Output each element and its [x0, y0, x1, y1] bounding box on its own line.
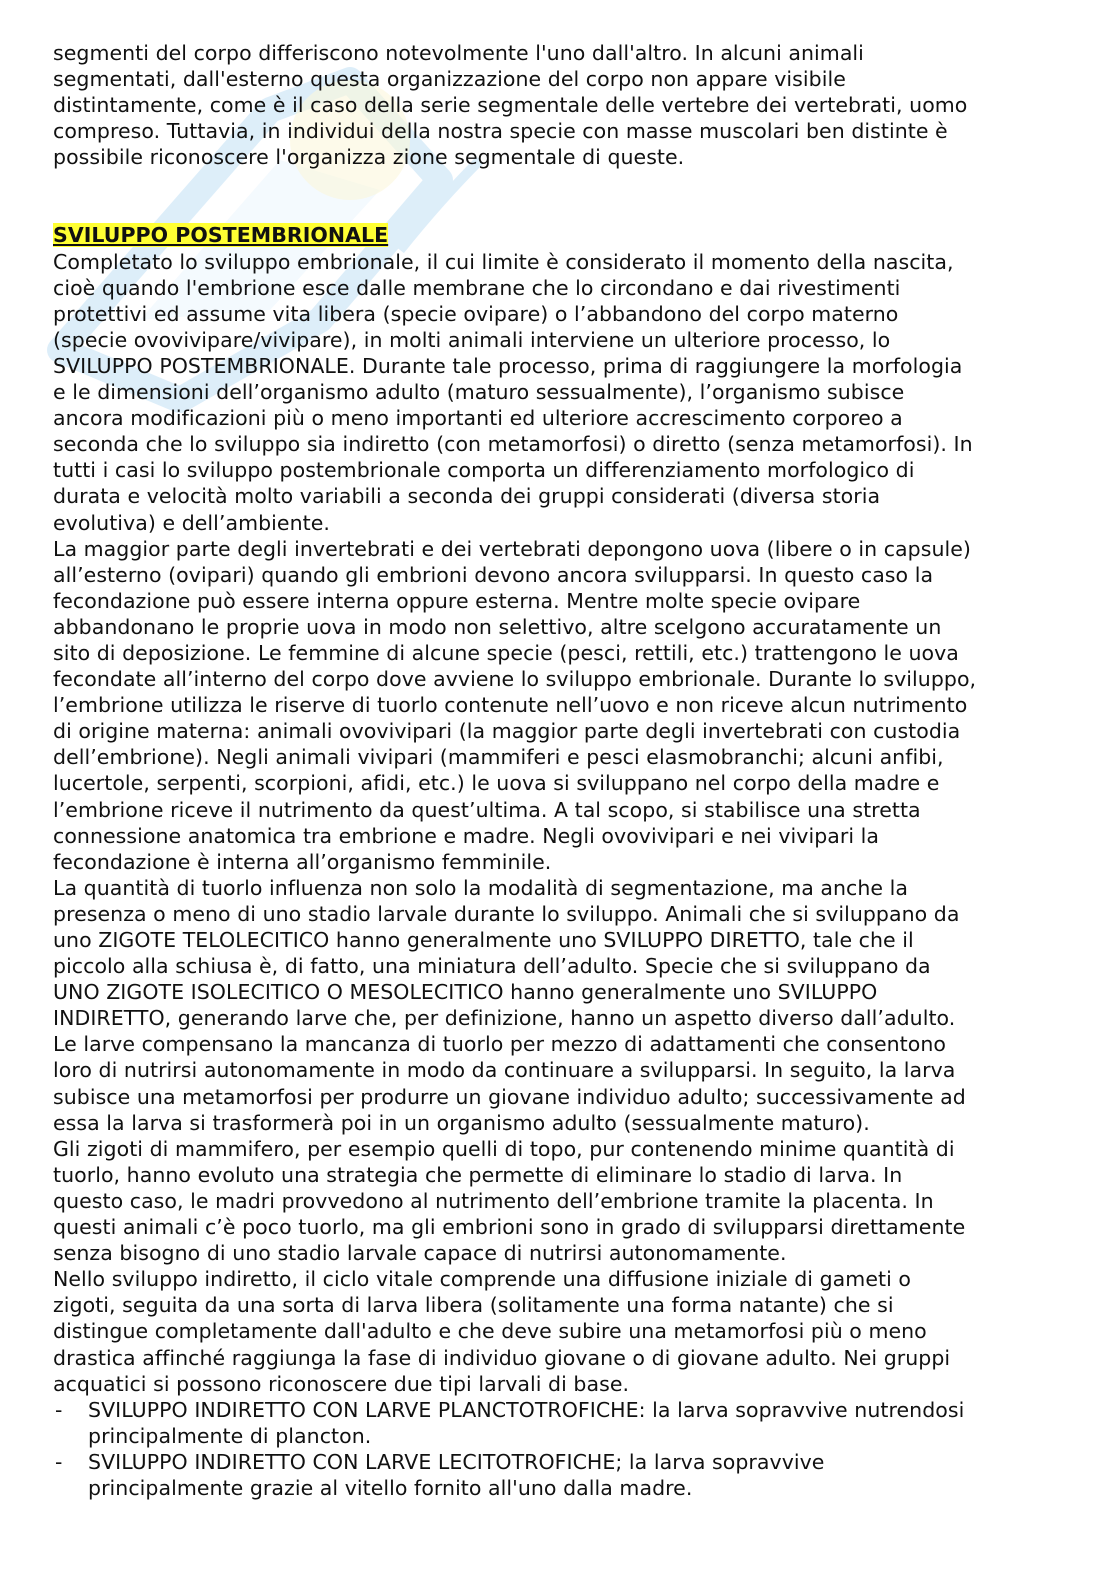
list-item-text: SVILUPPO INDIRETTO CON LARVE LECITOTROFICHE; la larva sopravvive principalmente grazie al vitello fornito all'uno dalla madre.: [88, 1449, 825, 1500]
paragraph-2: La maggior parte degli invertebrati e dei vertebrati depongono uova (libere o in capsule) all’esterno (ovipari) quando gli embrioni devono ancora svilupparsi. In questo caso la fecondazione può essere interna oppure esterna. Mentre molte specie ovipare abbandonano le proprie uova in modo non selettivo, altre scelgono accuratamente un sito di deposizione. Le femmine di alcune specie (pesci, rettili, etc.) trattengono le uova fecondate all’interno del corpo dove avviene lo sviluppo embrionale. Durante lo sviluppo, l’embrione utilizza le riserve di tuorlo contenute nell’uovo e non riceve alcun nutrimento di origine materna: animali ovovivipari (la maggior parte degli invertebrati con custodia dell’embrione). Negli animali vivipari (mammiferi e pesci elasmobranchi; alcuni anfibi, lucertole, serpenti, scorpioni, afidi, etc.) le uova si sviluppano nel corpo della madre e l’embrione riceve il nutrimento da quest’ultima. A tal scopo, si stabilisce una stretta connessione anatomica tra embrione e madre. Negli ovovivipari e nei vivipari la fecondazione è interna all’organismo femminile.: [53, 536, 977, 874]
section-spacer: [53, 170, 1063, 222]
list-item-text: SVILUPPO INDIRETTO CON LARVE PLANCTOTROFICHE: la larva sopravvive nutrendosi principalmente di plancton.: [88, 1397, 965, 1448]
list-item: [53, 1397, 1063, 1449]
paragraph-1: Completato lo sviluppo embrionale, il cui limite è considerato il momento della nascita, cioè quando l'embrione esce dalle membrane che lo circondano e dai rivestimenti protettivi ed assume vita libera (specie ovipare) o l’abbandono del corpo materno (specie ovovivipare/vivipare), in molti animali interviene un ulteriore processo, lo SVILUPPO POSTEMBRIONALE. Durante tale processo, prima di raggiungere la morfologia e le dimensioni dell’organismo adulto (maturo sessualmente), l’organismo subisce ancora modificazioni più o meno importanti ed ulteriore accrescimento corporeo a seconda che lo sviluppo sia indiretto (con metamorfosi) o diretto (senza metamorfosi). In tutti i casi lo sviluppo postembrionale comporta un differenziamento morfologico di durata e velocità molto variabili a seconda dei gruppi considerati (diversa storia evolutiva) e dell’ambiente.: [53, 249, 973, 535]
section-heading-text: SVILUPPO POSTEMBRIONALE: [53, 223, 389, 248]
document-page: [53, 40, 1063, 1501]
paragraph-4: Gli zigoti di mammifero, per esempio quelli di topo, pur contenendo minime quantità di tuorlo, hanno evoluto una strategia che permette di eliminare lo stadio di larva. In questo caso, le madri provvedono al nutrimento dell’embrione tramite la placenta. In questi animali c’è poco tuorlo, ma gli embrioni sono in grado di svilupparsi direttamente senza bisogno di uno stadio larvale capace di nutrirsi autonomamente.: [53, 1136, 966, 1266]
bullet-dash: -: [55, 1397, 63, 1422]
bullet-dash: -: [55, 1449, 63, 1474]
paragraph-5: Nello sviluppo indiretto, il ciclo vitale comprende una diffusione iniziale di gameti o zigoti, seguita da una sorta di larva libera (solitamente una forma natante) che si distingue completamente dall'adulto e che deve subire una metamorfosi più o meno drastica affinché raggiunga la fase di individuo giovane o di giovane adulto. Nei gruppi acquatici si possono riconoscere due tipi larvali di base.: [53, 1267, 951, 1396]
paragraph-3: La quantità di tuorlo influenza non solo la modalità di segmentazione, ma anche la presenza o meno di uno stadio larvale durante lo sviluppo. Animali che si sviluppano da uno ZIGOTE TELOLECITICO hanno generalmente uno SVILUPPO DIRETTO, tale che il piccolo alla schiusa è, di fatto, una miniatura dell’adulto. Specie che si sviluppano da UNO ZIGOTE ISOLECITICO O MESOLECITICO hanno generalmente uno SVILUPPO INDIRETTO, generando larve che, per definizione, hanno un aspetto diverso dall’adulto. Le larve compensano la mancanza di tuorlo per mezzo di adattamenti che consentono loro di nutrirsi autonomamente in modo da continuare a svilupparsi. In seguito, la larva subisce una metamorfosi per produrre un giovane individuo adulto; successivamente ad essa la larva si trasformerà poi in un organismo adulto (sessualmente maturo).: [53, 875, 966, 1135]
larva-type-list: [53, 1397, 1063, 1501]
list-item: [53, 1449, 1063, 1501]
section-heading: [53, 222, 1063, 248]
intro-paragraph: segmenti del corpo differiscono notevolmente l'uno dall'altro. In alcuni animali segmentati, dall'esterno questa organizzazione del corpo non appare visibile distintamente, come è il caso della serie segmentale delle vertebre dei vertebrati, uomo compreso. Tuttavia, in individui della nostra specie con masse muscolari ben distinte è possibile riconoscere l'organizza zione segmentale di queste.: [53, 41, 968, 170]
